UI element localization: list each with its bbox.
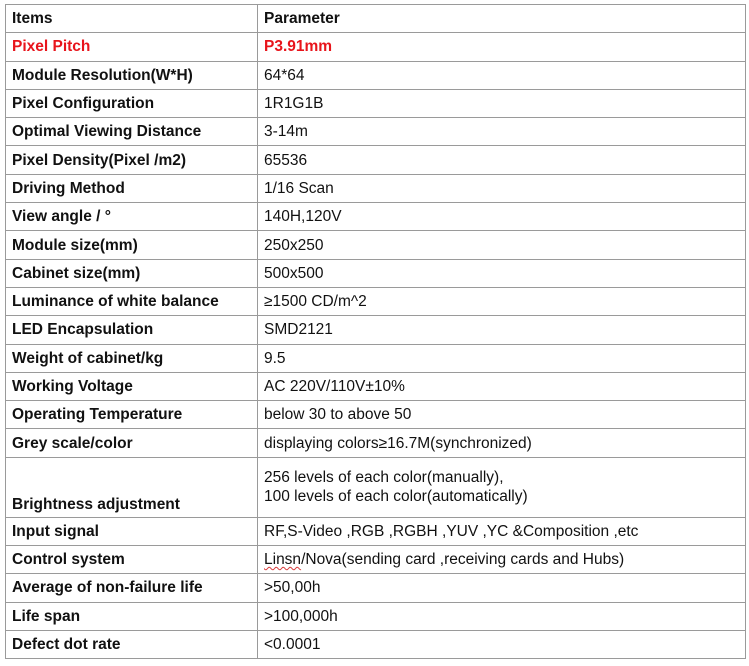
table-row — [6, 344, 746, 372]
row-item-label: Working Voltage — [6, 372, 258, 400]
table-row — [6, 118, 746, 146]
row-item-value: 1R1G1B — [258, 89, 746, 117]
value-text: /Nova(sending card ,receiving cards and Hubs) — [301, 551, 625, 569]
row-item-label: Optimal Viewing Distance — [6, 118, 258, 146]
row-item-label: Input signal — [6, 517, 258, 545]
table-row — [6, 630, 746, 658]
row-item-value: 64*64 — [258, 61, 746, 89]
table-row — [6, 287, 746, 315]
table-row — [6, 401, 746, 429]
value-line: 100 levels of each color(automatically) — [264, 488, 528, 506]
row-item-value: SMD2121 — [258, 316, 746, 344]
table-row — [6, 602, 746, 630]
row-item-value: 1/16 Scan — [258, 174, 746, 202]
row-item-value: 500x500 — [258, 259, 746, 287]
table-row — [6, 457, 746, 517]
row-item-value — [258, 457, 746, 517]
row-item-value: >50,00h — [258, 574, 746, 602]
table-row — [6, 174, 746, 202]
row-item-value: 3-14m — [258, 118, 746, 146]
table-row — [6, 372, 746, 400]
table-row — [6, 517, 746, 545]
row-item-value: below 30 to above 50 — [258, 401, 746, 429]
row-item-value: AC 220V/110V±10% — [258, 372, 746, 400]
table-row — [6, 146, 746, 174]
table-row — [6, 61, 746, 89]
row-item-value: 65536 — [258, 146, 746, 174]
table-row — [6, 316, 746, 344]
row-item-value: ≥1500 CD/m^2 — [258, 287, 746, 315]
header-items: Items — [6, 5, 258, 33]
table-header-row — [6, 5, 746, 33]
row-item-label: Control system — [6, 546, 258, 574]
value-line: 256 levels of each color(manually), — [264, 469, 504, 487]
table-row — [6, 203, 746, 231]
table-row — [6, 33, 746, 61]
row-item-label: Cabinet size(mm) — [6, 259, 258, 287]
table-row — [6, 546, 746, 574]
row-item-label: Life span — [6, 602, 258, 630]
row-item-label: Grey scale/color — [6, 429, 258, 457]
table-row — [6, 231, 746, 259]
row-item-label: Operating Temperature — [6, 401, 258, 429]
row-item-label: Average of non-failure life — [6, 574, 258, 602]
table-row — [6, 259, 746, 287]
row-item-label: Weight of cabinet/kg — [6, 344, 258, 372]
row-item-value: 9.5 — [258, 344, 746, 372]
row-item-label: Brightness adjustment — [6, 457, 258, 517]
row-item-label: Pixel Density(Pixel /m2) — [6, 146, 258, 174]
row-item-value: displaying colors≥16.7M(synchronized) — [258, 429, 746, 457]
row-item-value: P3.91mm — [258, 33, 746, 61]
header-parameter: Parameter — [258, 5, 746, 33]
row-item-label: Module size(mm) — [6, 231, 258, 259]
row-item-label: LED Encapsulation — [6, 316, 258, 344]
row-item-label: View angle / ° — [6, 203, 258, 231]
row-item-value: RF,S-Video ,RGB ,RGBH ,YUV ,YC &Composition ,etc — [258, 517, 746, 545]
table-row — [6, 574, 746, 602]
spellcheck-marked-word: Linsn — [264, 551, 302, 569]
specification-table — [5, 4, 746, 659]
table-row — [6, 89, 746, 117]
row-item-label: Driving Method — [6, 174, 258, 202]
row-item-value: 250x250 — [258, 231, 746, 259]
row-item-label: Module Resolution(W*H) — [6, 61, 258, 89]
row-item-value — [258, 546, 746, 574]
row-item-value: <0.0001 — [258, 630, 746, 658]
row-item-label: Pixel Configuration — [6, 89, 258, 117]
table-row — [6, 429, 746, 457]
row-item-value: >100,000h — [258, 602, 746, 630]
row-item-label: Defect dot rate — [6, 630, 258, 658]
row-item-label: Pixel Pitch — [6, 33, 258, 61]
row-item-value: 140H,120V — [258, 203, 746, 231]
row-item-label: Luminance of white balance — [6, 287, 258, 315]
